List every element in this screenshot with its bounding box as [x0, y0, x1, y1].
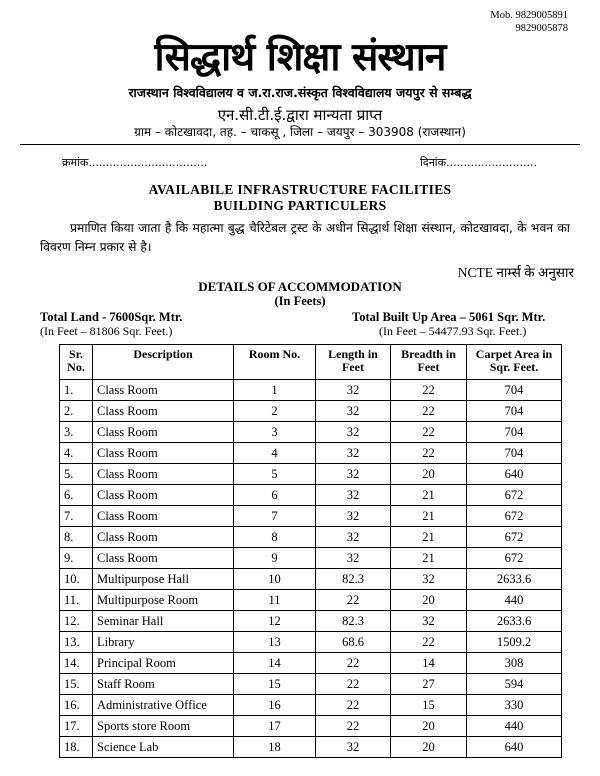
header-divider [20, 144, 580, 145]
accommodation-table [59, 344, 562, 758]
header-room-no: Room No. [234, 345, 316, 380]
cell-carpet-area: 704 [467, 443, 562, 464]
cell-description: Staff Room [93, 674, 234, 695]
date-label: दिनांक.......................... [420, 156, 538, 169]
heading-infrastructure: AVAILABILE INFRASTRUCTURE FACILITIES [148, 182, 452, 197]
cell-carpet-area: 594 [467, 674, 562, 695]
cell-description: Principal Room [93, 653, 234, 674]
cell-description: Administrative Office [93, 695, 234, 716]
cell-room-no: 3 [234, 422, 316, 443]
cell-length: 22 [316, 674, 391, 695]
cell-breadth: 22 [391, 632, 467, 653]
cell-carpet-area: 704 [467, 401, 562, 422]
cell-room-no: 4 [234, 443, 316, 464]
address-line: ग्राम – कोटखावदा, तह. – चाकसू , जिला – जयपुर – 303908 (राजस्थान) [134, 125, 466, 139]
cell-description: Class Room [93, 443, 234, 464]
mobile-number-2: 9829005878 [515, 23, 568, 34]
cell-sr-no: 3. [60, 422, 93, 443]
cell-breadth: 32 [391, 569, 467, 590]
table-header-row [60, 345, 562, 380]
table-row [60, 590, 562, 611]
cell-description: Library [93, 632, 234, 653]
cell-carpet-area: 2633.6 [467, 611, 562, 632]
cell-breadth: 20 [391, 716, 467, 737]
table-row [60, 506, 562, 527]
cell-room-no: 2 [234, 401, 316, 422]
table-row [60, 632, 562, 653]
cell-sr-no: 6. [60, 485, 93, 506]
cell-room-no: 15 [234, 674, 316, 695]
cell-description: Class Room [93, 380, 234, 401]
cell-length: 32 [316, 485, 391, 506]
table-row [60, 548, 562, 569]
cell-breadth: 15 [391, 695, 467, 716]
cell-sr-no: 1. [60, 380, 93, 401]
cell-breadth: 21 [391, 485, 467, 506]
cell-breadth: 21 [391, 506, 467, 527]
cell-sr-no: 17. [60, 716, 93, 737]
cell-description: Class Room [93, 548, 234, 569]
heading-building: BUILDING PARTICULERS [213, 198, 387, 213]
cell-sr-no: 9. [60, 548, 93, 569]
cell-length: 22 [316, 653, 391, 674]
cell-room-no: 11 [234, 590, 316, 611]
table-row [60, 674, 562, 695]
table-row [60, 716, 562, 737]
cell-room-no: 14 [234, 653, 316, 674]
cell-breadth: 27 [391, 674, 467, 695]
cell-sr-no: 18. [60, 737, 93, 758]
cell-room-no: 5 [234, 464, 316, 485]
cell-description: Class Room [93, 527, 234, 548]
cell-length: 82.3 [316, 611, 391, 632]
header-carpet-area: Carpet Area in Sqr. Feet. [467, 345, 562, 380]
affiliation-line: राजस्थान विश्वविद्यालय व ज.रा.राज.संस्कृत विश्वविद्यालय जयपुर से सम्बद्ध [128, 85, 472, 100]
table-row [60, 527, 562, 548]
cell-room-no: 6 [234, 485, 316, 506]
cell-breadth: 22 [391, 422, 467, 443]
cell-description: Class Room [93, 422, 234, 443]
cell-description: Sports store Room [93, 716, 234, 737]
total-land-feet: (In Feet – 81806 Sqr. Feet.) [40, 324, 173, 338]
table-row [60, 422, 562, 443]
table-row [60, 401, 562, 422]
approval-line: एन.सी.टी.ई.द्वारा मान्यता प्राप्त [217, 106, 383, 124]
cell-length: 22 [316, 716, 391, 737]
cell-length: 32 [316, 422, 391, 443]
cell-carpet-area: 704 [467, 380, 562, 401]
cell-room-no: 7 [234, 506, 316, 527]
total-land: Total Land - 7600Sqr. Mtr. [40, 310, 183, 324]
cell-carpet-area: 672 [467, 548, 562, 569]
cell-description: Seminar Hall [93, 611, 234, 632]
cell-description: Multipurpose Hall [93, 569, 234, 590]
cell-length: 32 [316, 737, 391, 758]
cell-room-no: 16 [234, 695, 316, 716]
cell-room-no: 8 [234, 527, 316, 548]
header-description: Description [93, 345, 234, 380]
cell-carpet-area: 672 [467, 506, 562, 527]
table-row [60, 695, 562, 716]
cell-length: 82.3 [316, 569, 391, 590]
table-row [60, 611, 562, 632]
table-row [60, 485, 562, 506]
cell-length: 32 [316, 464, 391, 485]
header-sr-no: Sr. No. [60, 345, 93, 380]
cell-sr-no: 7. [60, 506, 93, 527]
cell-description: Class Room [93, 401, 234, 422]
header-breadth: Breadth in Feet [391, 345, 467, 380]
cell-length: 32 [316, 380, 391, 401]
mobile-numbers [490, 9, 568, 35]
cell-breadth: 21 [391, 527, 467, 548]
cell-breadth: 22 [391, 443, 467, 464]
cell-sr-no: 2. [60, 401, 93, 422]
certificate-paragraph: प्रमाणित किया जाता है कि महात्मा बुद्ध चैरिटेबल ट्रस्ट के अधीन सिद्धार्थ शिक्षा संस्थान, कोटखावदा, के भवन का विवरण निम्न प्रकार से है। [40, 221, 570, 254]
table-body [60, 380, 562, 758]
cell-sr-no: 15. [60, 674, 93, 695]
cell-length: 32 [316, 443, 391, 464]
table-row [60, 464, 562, 485]
table-row [60, 737, 562, 758]
table-row [60, 380, 562, 401]
header-length: Length in Feet [316, 345, 391, 380]
cell-sr-no: 12. [60, 611, 93, 632]
table-row [60, 653, 562, 674]
cell-breadth: 20 [391, 464, 467, 485]
cell-carpet-area: 640 [467, 737, 562, 758]
cell-room-no: 1 [234, 380, 316, 401]
cell-sr-no: 5. [60, 464, 93, 485]
cell-carpet-area: 1509.2 [467, 632, 562, 653]
cell-length: 68.6 [316, 632, 391, 653]
cell-breadth: 22 [391, 401, 467, 422]
cell-carpet-area: 440 [467, 590, 562, 611]
cell-sr-no: 10. [60, 569, 93, 590]
cell-length: 22 [316, 695, 391, 716]
details-heading: DETAILS OF ACCOMMODATION [198, 279, 402, 294]
cell-carpet-area: 330 [467, 695, 562, 716]
institution-title: सिद्धार्थ शिक्षा संस्थान [154, 35, 446, 80]
total-built-area: Total Built Up Area – 5061 Sqr. Mtr. [352, 310, 546, 324]
cell-description: Class Room [93, 464, 234, 485]
details-unit: (In Feets) [274, 294, 326, 308]
cell-breadth: 20 [391, 590, 467, 611]
cell-length: 32 [316, 401, 391, 422]
cell-carpet-area: 672 [467, 527, 562, 548]
table-row [60, 569, 562, 590]
cell-carpet-area: 672 [467, 485, 562, 506]
cell-description: Science Lab [93, 737, 234, 758]
cell-carpet-area: 2633.6 [467, 569, 562, 590]
cell-room-no: 13 [234, 632, 316, 653]
cell-carpet-area: 640 [467, 464, 562, 485]
cell-breadth: 32 [391, 611, 467, 632]
cell-breadth: 22 [391, 380, 467, 401]
cell-sr-no: 11. [60, 590, 93, 611]
cell-room-no: 10 [234, 569, 316, 590]
mobile-number-1: Mob. 9829005891 [490, 10, 568, 21]
cell-carpet-area: 704 [467, 422, 562, 443]
cell-description: Multipurpose Room [93, 590, 234, 611]
cell-room-no: 18 [234, 737, 316, 758]
cell-description: Class Room [93, 485, 234, 506]
cell-sr-no: 13. [60, 632, 93, 653]
cell-breadth: 21 [391, 548, 467, 569]
cell-room-no: 17 [234, 716, 316, 737]
total-built-area-feet: (In Feet – 54477.93 Sqr. Feet.) [379, 324, 527, 338]
cell-length: 32 [316, 527, 391, 548]
cell-breadth: 14 [391, 653, 467, 674]
cell-carpet-area: 440 [467, 716, 562, 737]
cell-length: 32 [316, 548, 391, 569]
ncte-norms-label: NCTE नार्म्स के अनुसार [457, 265, 574, 280]
cell-sr-no: 14. [60, 653, 93, 674]
table-row [60, 443, 562, 464]
reference-number-label: क्रमांक.................................. [62, 156, 208, 169]
cell-length: 22 [316, 590, 391, 611]
cell-sr-no: 16. [60, 695, 93, 716]
cell-description: Class Room [93, 506, 234, 527]
cell-room-no: 12 [234, 611, 316, 632]
cell-sr-no: 4. [60, 443, 93, 464]
cell-sr-no: 8. [60, 527, 93, 548]
cell-length: 32 [316, 506, 391, 527]
cell-carpet-area: 308 [467, 653, 562, 674]
cell-breadth: 20 [391, 737, 467, 758]
cell-room-no: 9 [234, 548, 316, 569]
